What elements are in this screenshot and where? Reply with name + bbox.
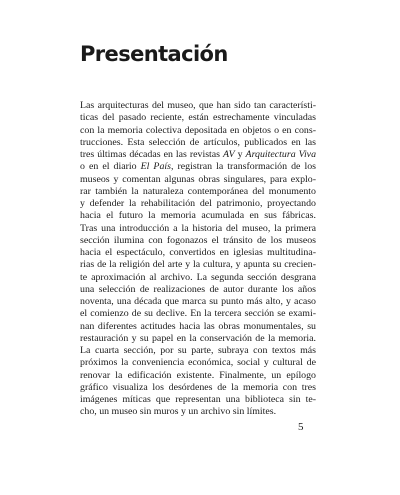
presentation-paragraph (80, 100, 316, 419)
text-line (80, 137, 316, 149)
text-segment: restauración y su papel en la conservación de la memoria. (80, 332, 316, 344)
text-segment: , registran la transformación de los (171, 161, 316, 173)
text-line (80, 296, 316, 308)
page-title: Presentación (80, 42, 228, 66)
text-segment: La cuarta sección, por su parte, subraya con textos más (80, 345, 316, 356)
text-segment: nan diferentes actitudes hacia las obras monumentales, su (80, 320, 316, 332)
italic-text: Arquitectura Viva (245, 149, 316, 160)
text-line (80, 247, 316, 259)
text-segment: tres últimas décadas en las revistas (80, 149, 224, 160)
text-segment: ticas del pasado reciente, están estrechamente vinculadas (80, 112, 316, 124)
text-line (80, 210, 316, 222)
text-line (80, 174, 316, 186)
text-segment: rias de la religión del arte y la cultura, y apunta su crecien- (80, 259, 316, 271)
text-segment: o en el diario (80, 161, 141, 173)
text-line (80, 284, 316, 296)
text-line (80, 149, 316, 161)
text-segment: noventa, una década que marca su punto más alto, y acaso (80, 296, 316, 307)
text-line (80, 161, 316, 173)
text-line (80, 186, 316, 198)
page-number: 5 (298, 421, 304, 433)
text-segment: rar también la naturaleza contemporánea del monumento (80, 185, 316, 197)
text-line (80, 345, 316, 357)
text-line (80, 370, 316, 382)
text-segment: hacia el futuro la memoria acumulada en sus fábricas. (80, 210, 316, 222)
text-segment: cho, un museo sin muros y un archivo sin límites. (80, 406, 277, 418)
text-line (80, 333, 316, 345)
text-segment: te aproximación al archivo. La segunda sección desgrana (80, 271, 316, 283)
text-segment: trucciones. Esta selección de artículos, publicados en las (80, 136, 316, 148)
text-line (80, 100, 316, 112)
text-line (80, 125, 316, 137)
text-segment: con la memoria colectiva depositada en objetos o en cons- (80, 124, 316, 136)
text-line (80, 112, 316, 124)
text-segment: próximos la conveniencia económica, social y cultural de (80, 357, 316, 369)
text-segment: gráfico visualiza los desórdenes de la memoria con tres (80, 381, 316, 393)
text-segment: sección ilumina con fogonazos el tránsito de los museos (80, 234, 316, 246)
text-line (80, 272, 316, 284)
text-segment: y defender la rehabilitación del patrimonio, proyectando (80, 198, 316, 209)
text-line (80, 308, 316, 320)
text-segment: renovar la edificación existente. Finalmente, un epílogo (80, 369, 316, 381)
text-segment: Las arquitecturas del museo, que han sido tan característi- (80, 100, 316, 111)
text-line (80, 382, 316, 394)
text-line (80, 406, 316, 418)
text-line (80, 394, 316, 406)
text-line (80, 223, 316, 235)
text-segment: el comienzo de su declive. En la tercera sección se exami- (80, 308, 316, 320)
text-line (80, 235, 316, 247)
text-line (80, 321, 316, 333)
text-line (80, 259, 316, 271)
text-segment: museos y comentan algunas obras singulares, para explo- (80, 173, 316, 185)
italic-text: El País (140, 161, 171, 173)
text-line (80, 357, 316, 369)
text-segment: una selección de realizaciones de autor durante los años (80, 283, 316, 295)
text-segment: imágenes míticas que representan una biblioteca sin te- (80, 394, 316, 405)
text-line (80, 198, 316, 210)
text-segment: y (234, 149, 246, 160)
text-segment: hacia el espectáculo, convertidos en iglesias multitudina- (80, 247, 316, 258)
italic-text: AV (223, 149, 235, 160)
text-segment: Tras una introducción a la historia del museo, la primera (80, 222, 316, 234)
